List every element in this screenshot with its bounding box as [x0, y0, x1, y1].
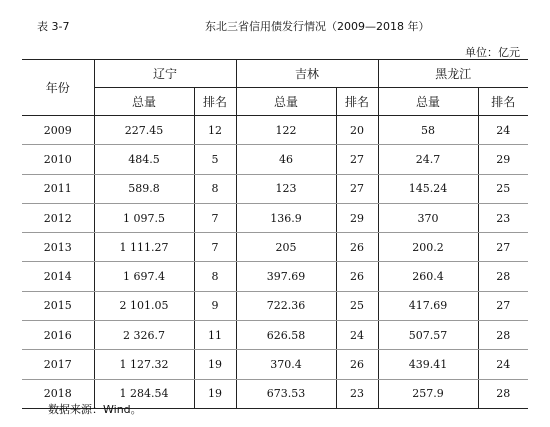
cell-jilin-rank: 26: [336, 233, 378, 262]
cell-jilin-rank: 23: [336, 379, 378, 408]
table-title: 东北三省信用债发行情况（2009—2018 年）: [205, 20, 430, 33]
header-year: 年份: [22, 60, 94, 116]
header-rank: 排名: [336, 88, 378, 116]
cell-jilin-rank: 27: [336, 174, 378, 203]
cell-jilin-rank: 20: [336, 116, 378, 145]
cell-year: 2012: [22, 203, 94, 232]
cell-liaoning-total: 1 097.5: [94, 203, 194, 232]
cell-liaoning-rank: 7: [194, 203, 236, 232]
cell-year: 2018: [22, 379, 94, 408]
table-row: [22, 233, 528, 262]
cell-year: 2016: [22, 321, 94, 350]
table-label: 表 3-7: [37, 20, 70, 33]
cell-heilongjiang-total: 370: [378, 203, 478, 232]
header-total: 总量: [94, 88, 194, 116]
cell-heilongjiang-total: 24.7: [378, 145, 478, 174]
cell-jilin-rank: 26: [336, 350, 378, 379]
header-rank: 排名: [478, 88, 528, 116]
cell-heilongjiang-total: 200.2: [378, 233, 478, 262]
table-row: [22, 262, 528, 291]
cell-liaoning-total: 1 284.54: [94, 379, 194, 408]
table-body: [22, 116, 528, 409]
header-rank: 排名: [194, 88, 236, 116]
cell-heilongjiang-total: 439.41: [378, 350, 478, 379]
source-note: 数据来源：Wind。: [48, 403, 142, 416]
cell-jilin-total: 397.69: [236, 262, 336, 291]
cell-liaoning-rank: 8: [194, 174, 236, 203]
cell-liaoning-rank: 7: [194, 233, 236, 262]
table-row: [22, 321, 528, 350]
cell-jilin-total: 123: [236, 174, 336, 203]
cell-liaoning-total: 227.45: [94, 116, 194, 145]
cell-liaoning-total: 1 127.32: [94, 350, 194, 379]
cell-heilongjiang-rank: 29: [478, 145, 528, 174]
cell-heilongjiang-total: 260.4: [378, 262, 478, 291]
cell-heilongjiang-rank: 28: [478, 321, 528, 350]
cell-heilongjiang-total: 257.9: [378, 379, 478, 408]
cell-jilin-total: 673.53: [236, 379, 336, 408]
cell-jilin-rank: 25: [336, 291, 378, 320]
cell-liaoning-total: 589.8: [94, 174, 194, 203]
cell-heilongjiang-total: 417.69: [378, 291, 478, 320]
cell-jilin-rank: 27: [336, 145, 378, 174]
cell-liaoning-total: 1 111.27: [94, 233, 194, 262]
cell-year: 2010: [22, 145, 94, 174]
cell-heilongjiang-rank: 28: [478, 262, 528, 291]
cell-liaoning-total: 2 101.05: [94, 291, 194, 320]
cell-liaoning-rank: 11: [194, 321, 236, 350]
cell-liaoning-rank: 8: [194, 262, 236, 291]
table-row: [22, 350, 528, 379]
cell-liaoning-total: 2 326.7: [94, 321, 194, 350]
cell-year: 2017: [22, 350, 94, 379]
cell-heilongjiang-rank: 25: [478, 174, 528, 203]
cell-jilin-total: 136.9: [236, 203, 336, 232]
cell-liaoning-rank: 19: [194, 379, 236, 408]
cell-jilin-total: 122: [236, 116, 336, 145]
table-row: [22, 145, 528, 174]
cell-liaoning-total: 484.5: [94, 145, 194, 174]
cell-year: 2013: [22, 233, 94, 262]
cell-heilongjiang-rank: 23: [478, 203, 528, 232]
cell-year: 2009: [22, 116, 94, 145]
cell-liaoning-rank: 5: [194, 145, 236, 174]
cell-year: 2014: [22, 262, 94, 291]
cell-heilongjiang-rank: 24: [478, 350, 528, 379]
table-row: [22, 203, 528, 232]
cell-heilongjiang-total: 507.57: [378, 321, 478, 350]
cell-year: 2011: [22, 174, 94, 203]
header-province-jilin: 吉林: [236, 60, 378, 88]
data-table: [22, 59, 528, 409]
cell-year: 2015: [22, 291, 94, 320]
header-province-liaoning: 辽宁: [94, 60, 236, 88]
cell-jilin-total: 370.4: [236, 350, 336, 379]
header-total: 总量: [378, 88, 478, 116]
cell-jilin-total: 722.36: [236, 291, 336, 320]
table-row: [22, 116, 528, 145]
table-row: [22, 291, 528, 320]
cell-liaoning-total: 1 697.4: [94, 262, 194, 291]
cell-liaoning-rank: 9: [194, 291, 236, 320]
cell-jilin-rank: 29: [336, 203, 378, 232]
cell-jilin-rank: 26: [336, 262, 378, 291]
cell-jilin-rank: 24: [336, 321, 378, 350]
table-row: [22, 174, 528, 203]
cell-jilin-total: 46: [236, 145, 336, 174]
header-province-heilongjiang: 黑龙江: [378, 60, 528, 88]
cell-liaoning-rank: 12: [194, 116, 236, 145]
cell-heilongjiang-total: 145.24: [378, 174, 478, 203]
cell-heilongjiang-rank: 24: [478, 116, 528, 145]
cell-jilin-total: 626.58: [236, 321, 336, 350]
cell-heilongjiang-rank: 27: [478, 233, 528, 262]
cell-jilin-total: 205: [236, 233, 336, 262]
unit-label: 单位：亿元: [465, 46, 520, 59]
cell-liaoning-rank: 19: [194, 350, 236, 379]
cell-heilongjiang-total: 58: [378, 116, 478, 145]
header-total: 总量: [236, 88, 336, 116]
cell-heilongjiang-rank: 27: [478, 291, 528, 320]
cell-heilongjiang-rank: 28: [478, 379, 528, 408]
